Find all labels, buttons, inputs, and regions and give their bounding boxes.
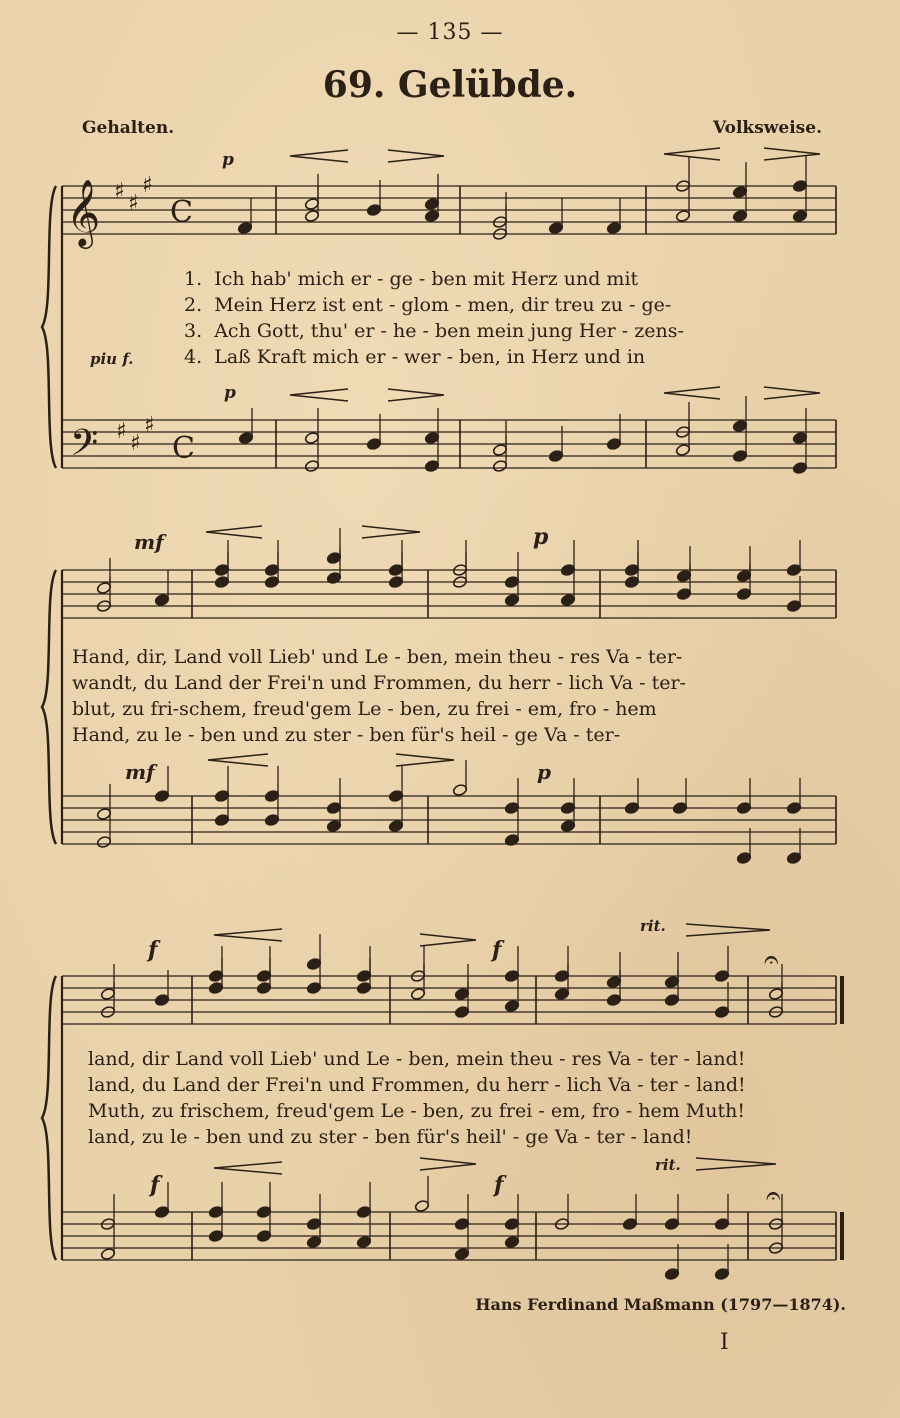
cresc-1c <box>290 389 348 401</box>
lyric-line-s2-v1: Hand, dir, Land voll Lieb' und Le - ben, mein theu - res Va - ter- <box>72 646 683 668</box>
lyric-line-s2-v3: blut, zu fri-schem, freud'gem Le - ben, zu frei - em, fro - hem <box>72 698 657 720</box>
cresc-3 <box>214 929 282 941</box>
dim-3d <box>696 1158 776 1170</box>
cresc-1d <box>664 387 720 399</box>
dim-2 <box>362 526 420 538</box>
cresc-1b <box>664 148 720 160</box>
melody-source: Volksweise. <box>713 118 822 138</box>
dynamic-mf-treble-2: mf <box>134 530 164 554</box>
sharp-1a: ♯ <box>114 179 125 204</box>
fermata-top: 𝄐 <box>764 945 779 975</box>
dynamic-p-treble-1: p <box>222 150 234 170</box>
sharp-1d: ♯ <box>116 419 127 444</box>
dynamic-f-treble-3b: f <box>492 937 502 963</box>
dynamic-f-treble-3a: f <box>148 937 158 963</box>
dynamic-piu-f: piu f. <box>90 350 134 368</box>
dim-1 <box>388 150 444 162</box>
dynamic-p-bass-1: p <box>224 383 236 403</box>
dynamic-p-bass-2: p <box>537 760 551 784</box>
page-number: — 135 — <box>396 20 504 45</box>
lyric-line-s1-v2: 2. Mein Herz ist ent - glom - men, dir treu zu - ge- <box>184 294 672 316</box>
lyric-line-s1-v1: 1. Ich hab' mich er - ge - ben mit Herz und mit <box>184 268 639 290</box>
lyric-line-s1-v4: 4. Laß Kraft mich er - wer - ben, in Herz und in <box>184 346 646 368</box>
lyric-line-s3-v2: land, du Land der Frei'n und Frommen, du herr - lich Va - ter - land! <box>88 1074 746 1096</box>
dim-1c <box>388 389 444 401</box>
lyric-line-s2-v4: Hand, zu le - ben und zu ster - ben für's heil - ge Va - ter- <box>72 724 621 746</box>
dim-3 <box>420 934 476 946</box>
cresc-2b <box>208 754 268 766</box>
ritardando-treble: rit. <box>640 917 666 935</box>
lyric-line-s2-v2: wandt, du Land der Frei'n und Frommen, du herr - lich Va - ter- <box>72 672 686 694</box>
dynamic-mf-bass-2: mf <box>125 760 155 784</box>
sharp-1f: ♯ <box>144 413 155 438</box>
printer-signature: I <box>720 1330 729 1355</box>
system-2-brace <box>42 570 56 844</box>
sharp-1c: ♯ <box>142 173 153 198</box>
lyric-line-s1-v3: 3. Ach Gott, thu' er - he - ben mein jung Her - zens- <box>184 320 684 342</box>
dynamic-f-bass-3a: f <box>150 1172 160 1198</box>
song-title: 69. Gelübde. <box>322 64 578 106</box>
dynamic-f-bass-3b: f <box>494 1172 504 1198</box>
fermata-bottom: 𝄐 <box>766 1181 781 1211</box>
time-sig-1: C <box>170 195 193 230</box>
dim-2b <box>396 754 454 766</box>
treble-clef-1: 𝄞 <box>66 178 101 246</box>
lyric-line-s3-v1: land, dir Land voll Lieb' und Le - ben, mein theu - res Va - ter - land! <box>88 1048 746 1070</box>
dim-3b <box>686 924 770 936</box>
system-3-brace <box>42 976 56 1260</box>
cresc-3b <box>214 1162 282 1174</box>
lyric-line-s3-v4: land, zu le - ben und zu ster - ben für's heil' - ge Va - ter - land! <box>88 1126 693 1148</box>
sharp-1b: ♯ <box>128 191 139 216</box>
dim-1b <box>764 148 820 160</box>
dim-1e <box>764 387 820 399</box>
ritardando-bass: rit. <box>655 1156 681 1174</box>
tempo-marking: Gehalten. <box>82 118 175 138</box>
dim-3c <box>420 1158 476 1170</box>
lyric-line-s3-v3: Muth, zu frischem, freud'gem Le - ben, zu frei - em, fro - hem Muth! <box>88 1100 745 1122</box>
time-sig-1b: C <box>172 431 195 466</box>
sharp-1e: ♯ <box>130 431 141 456</box>
bass-clef-1: 𝄢 <box>70 422 99 473</box>
composer-credit: Hans Ferdinand Maßmann (1797—1874). <box>475 1295 846 1314</box>
cresc-2 <box>206 526 262 538</box>
dynamic-p-treble-2: p <box>533 524 549 550</box>
cresc-1 <box>290 150 348 162</box>
system-1-brace <box>42 186 56 468</box>
